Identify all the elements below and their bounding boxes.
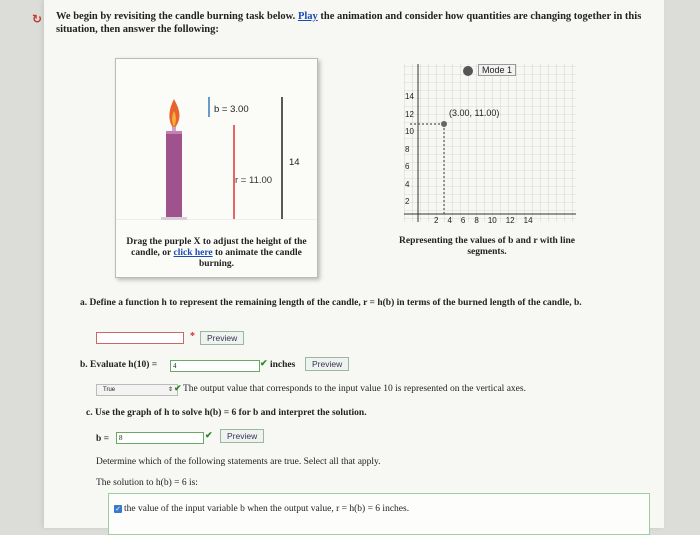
- b-value-label: b = 3.00: [214, 104, 249, 115]
- preview-button-a[interactable]: Preview: [200, 331, 244, 345]
- graph-point: [441, 121, 447, 127]
- graph-panel: [396, 58, 578, 268]
- play-link[interactable]: Play: [297, 11, 318, 22]
- required-marker: *: [190, 331, 195, 342]
- question-a: a. Define a function h to represent the remaining length of the candle, r = h(b) in terms of the burned length of the candle, b.: [80, 298, 582, 308]
- question-b: b. Evaluate h(10) =: [80, 360, 158, 370]
- answer-option-box: [108, 493, 650, 535]
- graph-caption: Representing the values of b and r with line segments.: [399, 236, 575, 257]
- r-value-label: r = 11.00: [235, 175, 273, 186]
- option-1-checkbox[interactable]: ✓: [115, 505, 121, 513]
- refresh-icon[interactable]: ↻: [32, 12, 43, 26]
- graph-point-label: (3.00, 11.00): [449, 108, 500, 118]
- dropdown-arrow-icon: ⇕: [167, 387, 173, 393]
- preview-button-b[interactable]: Preview: [305, 357, 349, 371]
- intro-text: We begin by revisiting the candle burning task below. Play the animation and consider how quantities are changing together in this situation, then answer the following:: [56, 11, 642, 35]
- check-icon: ✔: [174, 383, 182, 393]
- preview-button-c[interactable]: Preview: [220, 429, 264, 443]
- check-icon: ✔: [205, 430, 213, 440]
- determine-instruction: Determine which of the following statements are true. Select all that apply.: [96, 457, 381, 467]
- candle-body[interactable]: [166, 131, 182, 219]
- true-false-select[interactable]: True ⇕: [96, 384, 178, 396]
- question-c: c. Use the graph of h to solve h(b) = 6 for b and interpret the solution.: [86, 408, 367, 418]
- function-answer-input[interactable]: [96, 332, 184, 344]
- x-axis-ticks: 2 4 6 8 10 12 14: [434, 216, 533, 225]
- solve-answer-input[interactable]: 8: [116, 432, 204, 444]
- candle-wick-top: [172, 127, 176, 131]
- units-label: inches: [270, 360, 296, 370]
- check-icon: ✔: [260, 358, 268, 368]
- animate-link[interactable]: click here: [173, 248, 213, 258]
- coordinate-graph[interactable]: [396, 58, 578, 238]
- evaluate-answer-input[interactable]: 4: [170, 360, 260, 372]
- candle-panel: [115, 58, 318, 278]
- solution-prompt: The solution to h(b) = 6 is:: [96, 478, 198, 488]
- total-length-label: 14: [289, 157, 300, 168]
- y-axis-ticks: 14 12 10 8 6 4 2: [405, 92, 414, 206]
- b-equals-label: b =: [96, 434, 110, 444]
- option-1-text: the value of the input variable b when the output value, r = h(b) = 6 inches.: [124, 504, 410, 514]
- mode-toggle[interactable]: Mode 1: [478, 64, 516, 76]
- candle-caption: Drag the purple X to adjust the height of the candle, or click here to animate the candle burning.: [126, 237, 307, 269]
- true-statement: The output value that corresponds to the input value 10 is represented on the vertical axes.: [183, 384, 526, 394]
